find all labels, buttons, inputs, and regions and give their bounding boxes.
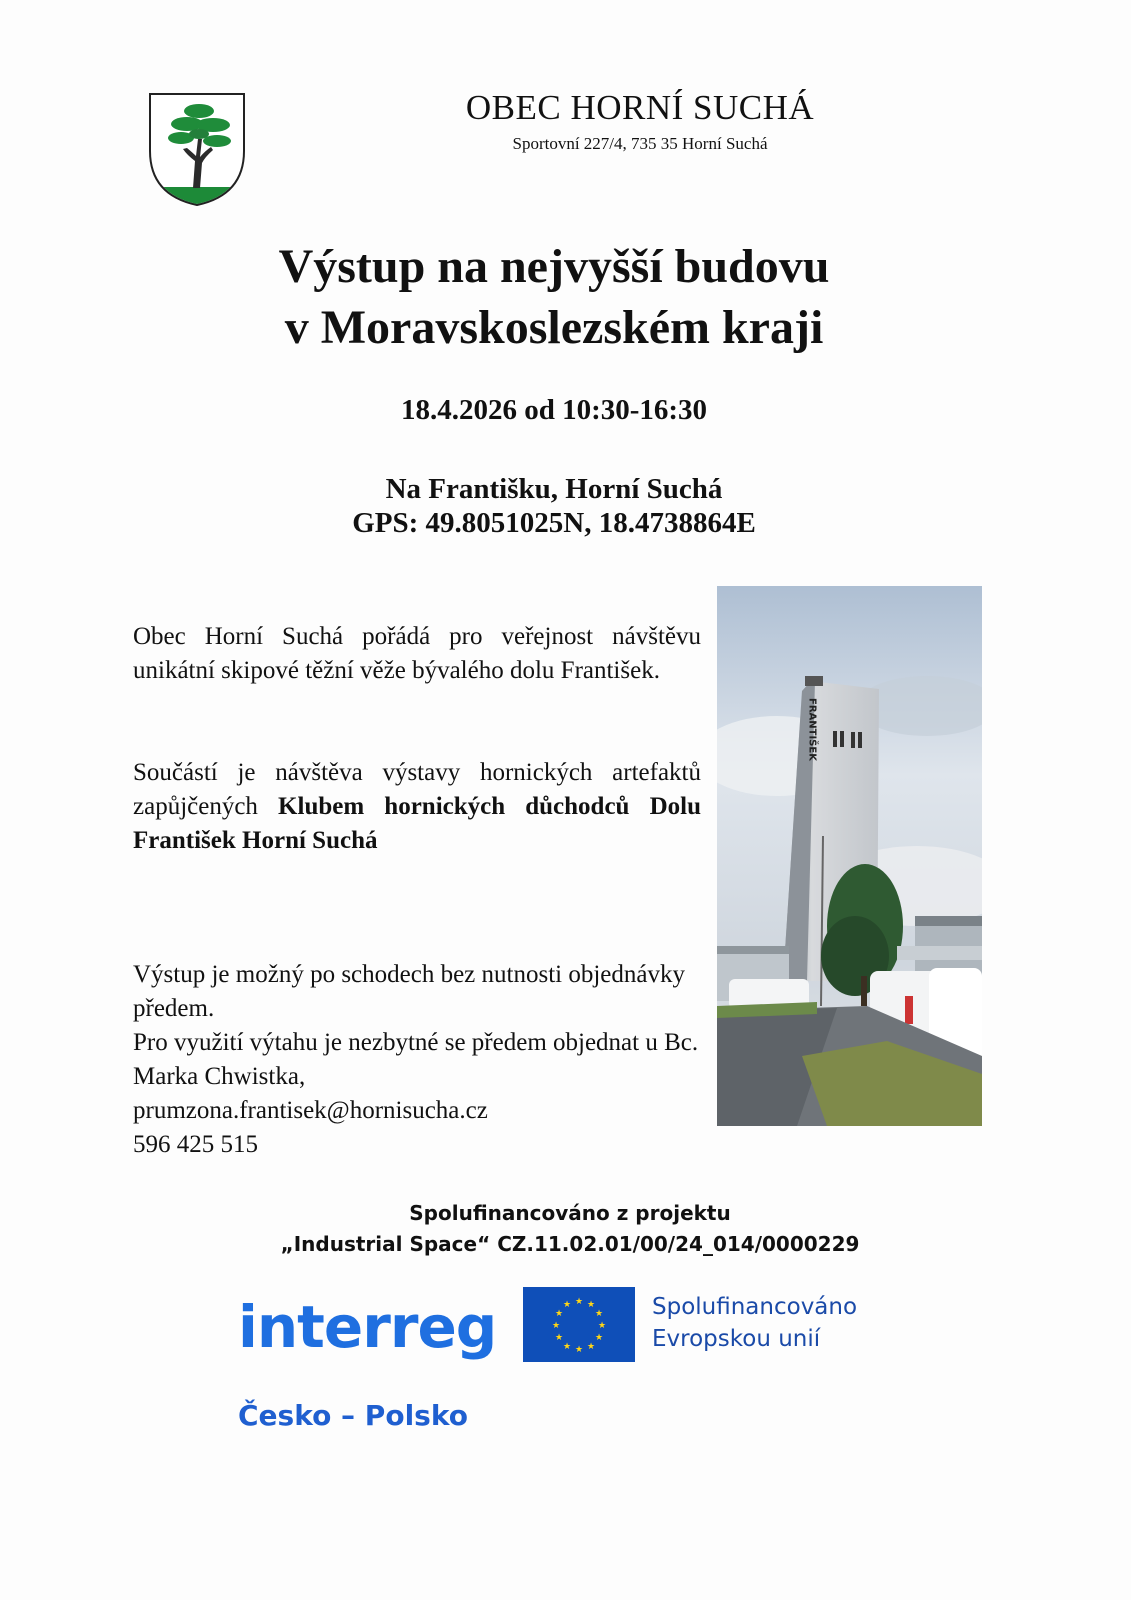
svg-text:★: ★: [551, 1321, 561, 1331]
stairs-info: Výstup je možný po schodech bez nutnosti objednávky předem.: [133, 961, 685, 1022]
funding-note: [200, 1198, 940, 1260]
elevator-info: Pro využití výtahu je nezbytné se předem objednat u Bc. Marka Chwistka,: [133, 1029, 699, 1090]
svg-text:★: ★: [594, 1309, 604, 1319]
tower-sign: FRANTIŠEK: [806, 698, 818, 761]
exhibition-text: Součástí je návštěva výstavy hornických artefaktů zapůjčených: [133, 759, 701, 820]
contact-phone: 596 425 515: [133, 1131, 258, 1158]
exhibition-paragraph: [133, 756, 701, 858]
mine-tower-photo: [717, 586, 982, 1126]
svg-text:★: ★: [586, 1342, 596, 1352]
programme-region: Česko – Polsko: [238, 1399, 468, 1432]
title-line-1: Výstup na nejvyšší budovu: [278, 240, 830, 293]
event-location: [120, 472, 988, 540]
svg-text:★: ★: [597, 1321, 607, 1331]
event-place: Na Františku, Horní Suchá: [385, 473, 723, 505]
funding-line-2: „Industrial Space“ CZ.11.02.01/00/24_014/0000229: [280, 1232, 860, 1256]
eu-line-2: Evropskou unií: [652, 1326, 821, 1352]
svg-text:★: ★: [554, 1333, 564, 1343]
title-line-2: v Moravskoslezském kraji: [284, 301, 824, 354]
municipality-address: Sportovní 227/4, 735 35 Horní Suchá: [512, 134, 768, 153]
funding-line-1: Spolufinancováno z projektu: [409, 1201, 731, 1225]
svg-text:★: ★: [562, 1342, 572, 1352]
svg-text:★: ★: [594, 1333, 604, 1343]
event-gps: GPS: 49.8051025N, 18.4738864E: [352, 507, 756, 539]
club-name: Klubem hornických důchodců Dolu František Horní Suchá: [133, 793, 701, 854]
page-title: [120, 236, 988, 358]
svg-text:★: ★: [554, 1309, 564, 1319]
contact-email[interactable]: prumzona.frantisek@hornisucha.cz: [133, 1097, 488, 1124]
svg-text:★: ★: [574, 1345, 584, 1355]
eu-cofunding-label: [652, 1291, 857, 1355]
svg-text:★: ★: [574, 1297, 584, 1307]
svg-text:★: ★: [586, 1300, 596, 1310]
event-datetime: 18.4.2026 od 10:30-16:30: [400, 394, 708, 426]
access-paragraph: [133, 958, 701, 1162]
interreg-logo: interreg: [238, 1293, 497, 1361]
coat-of-arms-tree-icon: [147, 91, 247, 209]
svg-text:★: ★: [562, 1300, 572, 1310]
municipality-name: OBEC HORNÍ SUCHÁ: [465, 88, 815, 127]
eu-flag-icon: [523, 1287, 635, 1362]
eu-line-1: Spolufinancováno: [652, 1294, 858, 1320]
intro-paragraph: Obec Horní Suchá pořádá pro veřejnost návštěvu unikátní skipové těžní věže bývalého dolu František.: [133, 623, 701, 684]
